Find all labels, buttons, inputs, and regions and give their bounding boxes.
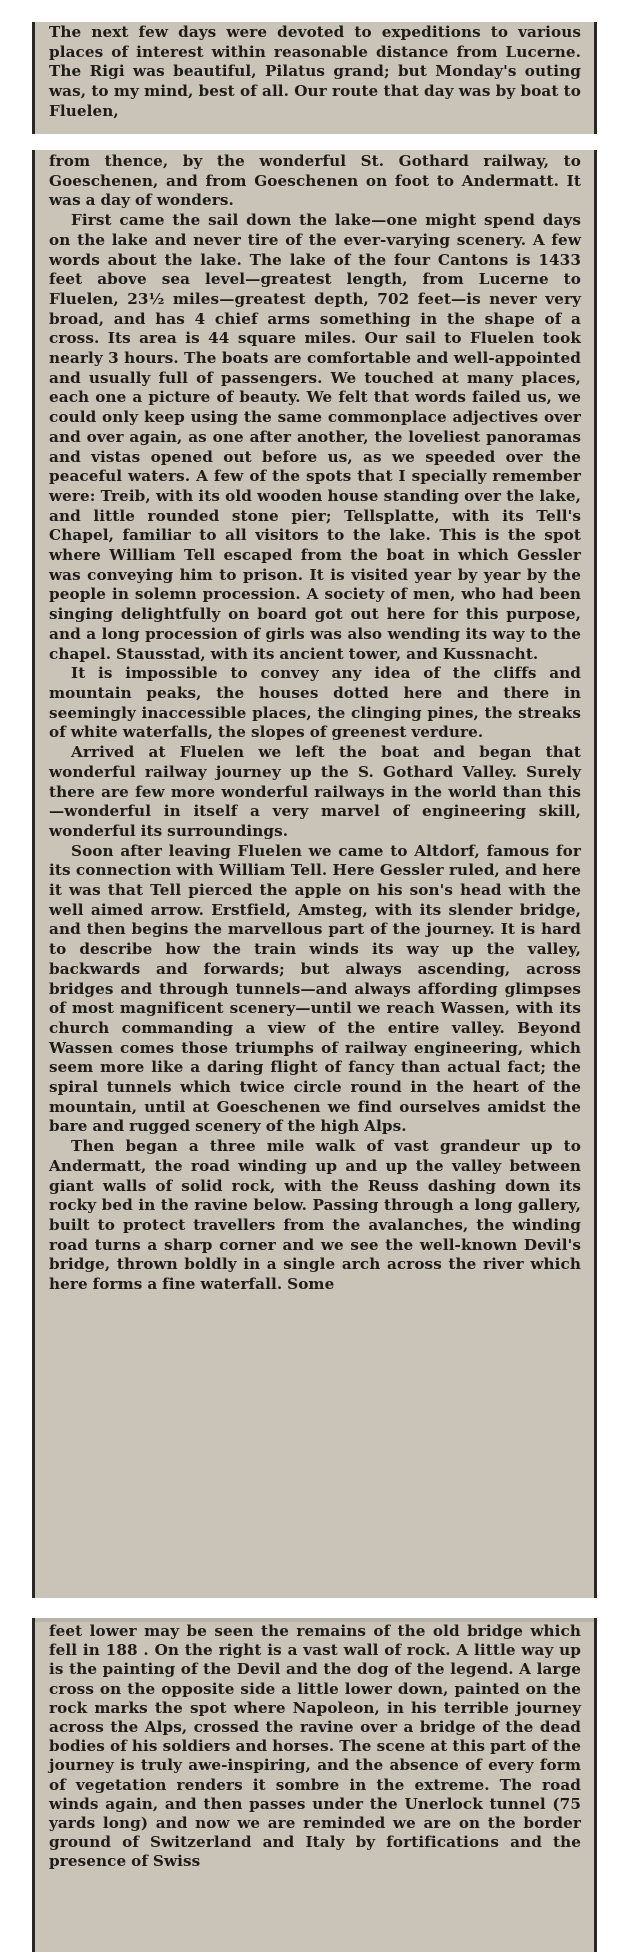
clipping-2-paragraph-3: It is impossible to convey any idea of the cliffs and mountain peaks, the houses dotted here and there in seemingly inaccessible places, the clinging pines, the streaks of white waterfalls, the slopes of greenest verdure. <box>49 664 581 742</box>
newspaper-clipping-2 <box>32 150 597 1598</box>
clipping-2-paragraph-6: Then began a three mile walk of vast grandeur up to Andermatt, the road winding up and up the valley between giant walls of solid rock, with the Reuss dashing down its rocky bed in the ravine below. Passing through a long gallery, built to protect travellers from the avalanches, the winding road turns a sharp corner and we see the well-known Devil's bridge, thrown boldly in a single arch across the river which here forms a fine waterfall. Some <box>49 1137 581 1294</box>
clipping-3-paragraph-1: feet lower may be seen the remains of the old bridge which fell in 188 . On the right is a vast wall of rock. A little way up is the painting of the Devil and the dog of the legend. A large cross on the opposite side a little lower down, painted on the rock marks the spot where Napoleon, in his terrible journey across the Alps, crossed the ravine over a bridge of the dead bodies of his soldiers and horses. The scene at this part of the journey is truly awe-inspiring, and the absence of every form of vegetation renders it sombre in the extreme. The road winds again, and then passes under the Unerlock tunnel (75 yards long) and now we are reminded we are on the border ground of Switzerland and Italy by fortifications and the presence of Swiss <box>49 1622 581 1871</box>
clipping-2-paragraph-2: First came the sail down the lake—one might spend days on the lake and never tire of the ever-varying scenery. A few words about the lake. The lake of the four Cantons is 1433 feet above sea level—greatest length, from Lucerne to Fluelen, 23½ miles—greatest depth, 702 feet—is never very broad, and has 4 chief arms something in the shape of a cross. Its area is 44 square miles. Our sail to Fluelen took nearly 3 hours. The boats are comfortable and well-appointed and usually full of passengers. We touched at many places, each one a picture of beauty. We felt that words failed us, we could only keep using the same commonplace adjectives over and over again, as one after another, the loveliest panoramas and vistas opened out before us, as we speeded over the peaceful waters. A few of the spots that I specially remember were: Treib, with its old wooden house standing over the lake, and little rounded stone pier; Tellsplatte, with its Tell's Chapel, familiar to all visitors to the lake. This is the spot where William Tell escaped from the boat in which Gessler was conveying him to prison. It is visited year by year by the people in solemn procession. A society of men, who had been singing delightfully on board got out here for this purpose, and a long procession of girls was also wending its way to the chapel. Stausstad, with its ancient tower, and Kussnacht. <box>49 211 581 663</box>
newspaper-clipping-1 <box>32 22 597 134</box>
clipping-1-paragraph-1: The next few days were devoted to expeditions to various places of interest within reasonable distance from Lucerne. The Rigi was beautiful, Pilatus grand; but Monday's outing was, to my mind, best of all. Our route that day was by boat to Fluelen, <box>49 23 581 120</box>
clipping-3-top-shadow <box>35 1618 594 1622</box>
clipping-2-paragraph-1: from thence, by the wonderful St. Gothard railway, to Goeschenen, and from Goeschenen on foot to Andermatt. It was a day of wonders. <box>49 152 581 210</box>
clipping-2-paragraph-4: Arrived at Fluelen we left the boat and began that wonderful railway journey up the S. Gothard Valley. Surely there are few more wonderful railways in the world than this—wonderful in itself a very marvel of engineering skill, wonderful its surroundings. <box>49 743 581 840</box>
newspaper-clipping-3 <box>32 1618 597 1952</box>
clipping-2-paragraph-5: Soon after leaving Fluelen we came to Altdorf, famous for its connection with William Tell. Here Gessler ruled, and here it was that Tell pierced the apple on his son's head with the well aimed arrow. Erstfield, Amsteg, with its slender bridge, and then begins the marvellous part of the journey. It is hard to describe how the train winds its way up the valley, backwards and forwards; but always ascending, across bridges and through tunnels—and always affording glimpses of most magnificent scenery—until we reach Wassen, with its church commanding a view of the entire valley. Beyond Wassen comes those triumphs of railway engineering, which seem more like a daring flight of fancy than actual fact; the spiral tunnels which twice circle round in the heart of the mountain, until at Goeschenen we find ourselves amidst the bare and rugged scenery of the high Alps. <box>49 841 581 1136</box>
